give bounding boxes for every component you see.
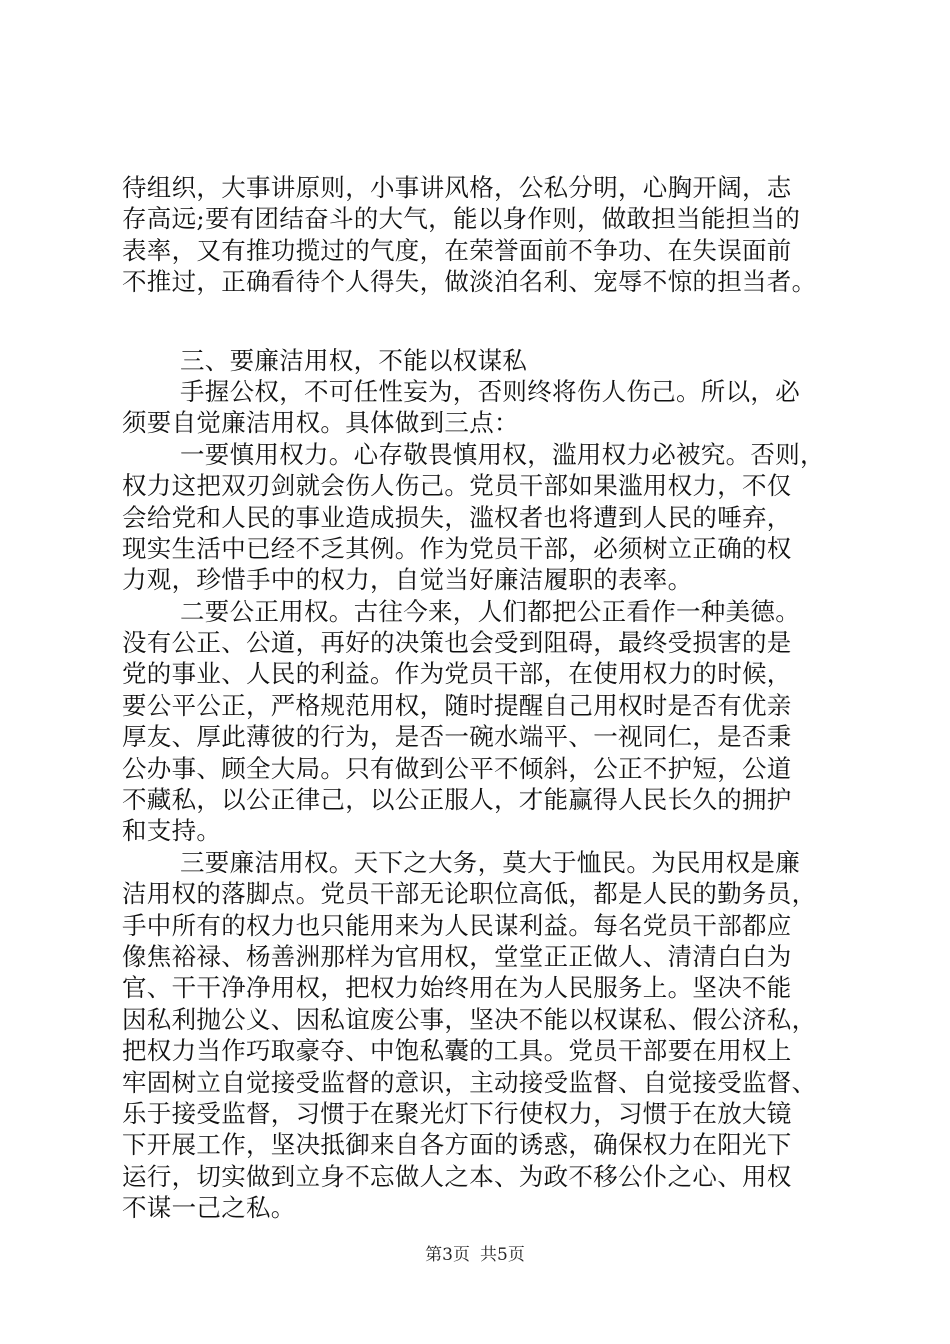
text-line: 洁用权的落脚点。党员干部无论职位高低，都是人民的勤务员， bbox=[122, 879, 817, 909]
text-line: 党的事业、人民的利益。作为党员干部，在使用权力的时候， bbox=[122, 659, 792, 689]
text-line: 运行，切实做到立身不忘做人之本、为政不移公仆之心、用权 bbox=[122, 1161, 792, 1191]
text-line: 不藏私，以公正律己，以公正服人，才能赢得人民长久的拥护 bbox=[122, 785, 792, 815]
text-line: 权力这把双刃剑就会伤人伤己。党员干部如果滥用权力，不仅 bbox=[122, 471, 792, 501]
text-line: 不推过，正确看待个人得失，做淡泊名利、宠辱不惊的担当者。 bbox=[122, 267, 817, 297]
text-line: 没有公正、公道，再好的决策也会受到阻碍，最终受损害的是 bbox=[122, 628, 792, 658]
paragraph-intro bbox=[122, 376, 842, 439]
text-line: 力观，珍惜手中的权力，自觉当好廉洁履职的表率。 bbox=[122, 565, 693, 595]
text-line: 像焦裕禄、杨善洲那样为官用权，堂堂正正做人、清清白白为 bbox=[122, 941, 792, 971]
text-line: 存高远;要有团结奋斗的大气，能以身作则，做敢担当能担当的 bbox=[122, 204, 801, 234]
text-line: 因私利抛公义、因私谊废公事，坚决不能以权谋私、假公济私， bbox=[122, 1004, 817, 1034]
text-line: 表率，又有推功揽过的气度，在荣誉面前不争功、在失误面前 bbox=[122, 235, 792, 265]
page-total: 共5页 bbox=[480, 1245, 525, 1265]
text-line: 须要自觉廉洁用权。具体做到三点： bbox=[122, 408, 519, 438]
page-number: 第3页 bbox=[425, 1245, 470, 1265]
text-line: 二要公正用权。古往今来，人们都把公正看作一种美德。 bbox=[180, 596, 800, 626]
text-line: 和支持。 bbox=[122, 816, 222, 846]
text-line: 厚友、厚此薄彼的行为，是否一碗水端平、一视同仁，是否秉 bbox=[122, 722, 792, 752]
text-line: 手握公权，不可任性妄为，否则终将伤人伤己。所以，必 bbox=[180, 376, 800, 406]
paragraph-three bbox=[122, 847, 842, 1224]
text-line: 现实生活中已经不乏其例。作为党员干部，必须树立正确的权 bbox=[122, 533, 792, 563]
document-body bbox=[122, 172, 842, 1224]
text-line: 牢固树立自觉接受监督的意识，主动接受监督、自觉接受监督、 bbox=[122, 1067, 817, 1097]
page-footer bbox=[0, 1244, 950, 1266]
section-heading: 三、要廉洁用权，不能以权谋私 bbox=[180, 345, 528, 375]
text-line: 要公平公正，严格规范用权，随时提醒自己用权时是否有优亲 bbox=[122, 690, 792, 720]
text-line: 把权力当作巧取豪夺、中饱私囊的工具。党员干部要在用权上 bbox=[122, 1036, 792, 1066]
paragraph-continuation bbox=[122, 172, 842, 298]
text-line: 会给党和人民的事业造成损失，滥权者也将遭到人民的唾弃， bbox=[122, 502, 792, 532]
paragraph-one bbox=[122, 439, 842, 596]
paragraph-gap bbox=[122, 298, 842, 345]
text-line: 公办事、顾全大局。只有做到公平不倾斜，公正不护短，公道 bbox=[122, 753, 792, 783]
text-line: 下开展工作，坚决抵御来自各方面的诱惑，确保权力在阳光下 bbox=[122, 1130, 792, 1160]
text-line: 三要廉洁用权。天下之大务，莫大于恤民。为民用权是廉 bbox=[180, 847, 800, 877]
text-line: 乐于接受监督，习惯于在聚光灯下行使权力，习惯于在放大镜 bbox=[122, 1098, 792, 1128]
text-line: 手中所有的权力也只能用来为人民谋利益。每名党员干部都应 bbox=[122, 910, 792, 940]
text-line: 待组织，大事讲原则，小事讲风格，公私分明，心胸开阔，志 bbox=[122, 173, 792, 202]
text-line: 不谋一己之私。 bbox=[122, 1193, 296, 1223]
text-line: 官、干干净净用权，把权力始终用在为人民服务上。坚决不能 bbox=[122, 973, 792, 1003]
text-line: 一要慎用权力。心存敬畏慎用权，滥用权力必被究。否则， bbox=[180, 439, 825, 469]
paragraph-two bbox=[122, 596, 842, 847]
